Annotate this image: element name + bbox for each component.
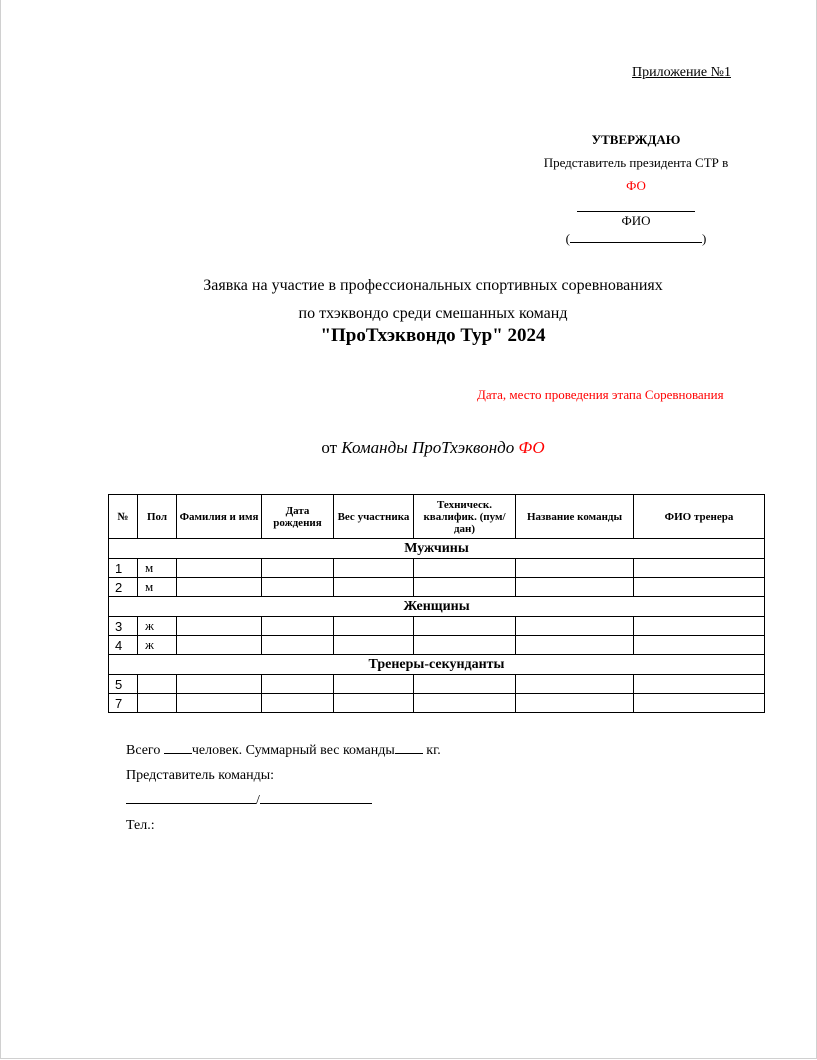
header-coach: ФИО тренера <box>634 495 765 539</box>
title-line-1: Заявка на участие в профессиональных спортивных соревнованиях <box>203 277 663 294</box>
approval-block <box>521 128 751 247</box>
approval-fio-label: ФИО <box>621 213 651 228</box>
total-weight-blank[interactable] <box>395 740 423 754</box>
table-row <box>109 694 765 713</box>
header-name: Фамилия и имя <box>177 495 262 539</box>
row-num: 4 <box>109 636 138 655</box>
cell-coach[interactable] <box>634 694 765 713</box>
cell-coach[interactable] <box>634 617 765 636</box>
cell-name[interactable] <box>177 559 262 578</box>
row-num: 7 <box>109 694 138 713</box>
table-row <box>109 617 765 636</box>
title-line-2: по тхэквондо среди смешанных команд <box>298 305 568 322</box>
application-title <box>1 272 817 328</box>
entries-table <box>108 494 765 713</box>
row-sex: ж <box>138 617 177 636</box>
name-blank[interactable] <box>260 790 372 804</box>
cell-weight[interactable] <box>334 694 414 713</box>
cell-weight[interactable] <box>334 617 414 636</box>
cell-weight[interactable] <box>334 578 414 597</box>
row-sex: ж <box>138 636 177 655</box>
footer-block <box>126 738 441 838</box>
table-row <box>109 636 765 655</box>
date-place-note: Дата, место проведения этапа Соревнования <box>477 387 724 402</box>
from-team-line <box>1 438 817 458</box>
row-sex: м <box>138 578 177 597</box>
representative-signature: / <box>126 788 441 813</box>
approval-region: ФО <box>626 178 646 193</box>
approval-position: Представитель президента СТР в <box>543 155 729 170</box>
cell-qualification[interactable] <box>414 578 516 597</box>
cell-team[interactable] <box>516 559 634 578</box>
header-team: Название команды <box>516 495 634 539</box>
cell-qualification[interactable] <box>414 617 516 636</box>
total-count-blank[interactable] <box>164 740 192 754</box>
signature-blank[interactable] <box>126 790 256 804</box>
cell-dob[interactable] <box>262 578 334 597</box>
row-num: 1 <box>109 559 138 578</box>
cell-team[interactable] <box>516 617 634 636</box>
cell-dob[interactable] <box>262 559 334 578</box>
cell-team[interactable] <box>516 636 634 655</box>
total-line: Всего человек. Суммарный вес команды кг. <box>126 738 441 763</box>
cell-coach[interactable] <box>634 675 765 694</box>
row-sex: м <box>138 559 177 578</box>
header-weight: Вес участника <box>334 495 414 539</box>
cell-weight[interactable] <box>334 675 414 694</box>
header-num: № <box>109 495 138 539</box>
row-sex <box>138 694 177 713</box>
cell-coach[interactable] <box>634 636 765 655</box>
row-sex <box>138 675 177 694</box>
cell-name[interactable] <box>177 694 262 713</box>
cell-qualification[interactable] <box>414 636 516 655</box>
signature-line <box>577 197 695 212</box>
cell-qualification[interactable] <box>414 559 516 578</box>
section-women: Женщины <box>109 597 765 617</box>
row-num: 3 <box>109 617 138 636</box>
cell-team[interactable] <box>516 578 634 597</box>
cell-qualification[interactable] <box>414 675 516 694</box>
cell-name[interactable] <box>177 578 262 597</box>
table-row <box>109 675 765 694</box>
cell-name[interactable] <box>177 617 262 636</box>
cell-qualification[interactable] <box>414 694 516 713</box>
cell-dob[interactable] <box>262 617 334 636</box>
row-num: 5 <box>109 675 138 694</box>
team-name: Команды ПроТхэквондо <box>341 438 519 457</box>
title-event-name: "ПроТхэквондо Тур" 2024 <box>320 325 546 346</box>
from-prefix: от <box>321 438 342 457</box>
table-row <box>109 559 765 578</box>
section-coaches: Тренеры-секунданты <box>109 655 765 675</box>
cell-coach[interactable] <box>634 559 765 578</box>
approval-name-blank: ( ) <box>565 231 707 246</box>
section-men: Мужчины <box>109 539 765 559</box>
cell-weight[interactable] <box>334 636 414 655</box>
representative-label: Представитель команды: <box>126 768 274 783</box>
approval-heading: УТВЕРЖДАЮ <box>591 132 681 147</box>
appendix-label: Приложение №1 <box>632 65 731 80</box>
cell-dob[interactable] <box>262 675 334 694</box>
header-sex: Пол <box>138 495 177 539</box>
header-dob: Дата рождения <box>262 495 334 539</box>
table-row <box>109 578 765 597</box>
header-qualification: Техническ. квалифик. (пум/дан) <box>414 495 516 539</box>
team-region: ФО <box>518 438 545 457</box>
cell-coach[interactable] <box>634 578 765 597</box>
cell-name[interactable] <box>177 636 262 655</box>
phone-label: Тел.: <box>126 818 155 833</box>
cell-team[interactable] <box>516 694 634 713</box>
table-header-row <box>109 495 765 539</box>
cell-dob[interactable] <box>262 694 334 713</box>
cell-weight[interactable] <box>334 559 414 578</box>
row-num: 2 <box>109 578 138 597</box>
cell-team[interactable] <box>516 675 634 694</box>
cell-dob[interactable] <box>262 636 334 655</box>
cell-name[interactable] <box>177 675 262 694</box>
